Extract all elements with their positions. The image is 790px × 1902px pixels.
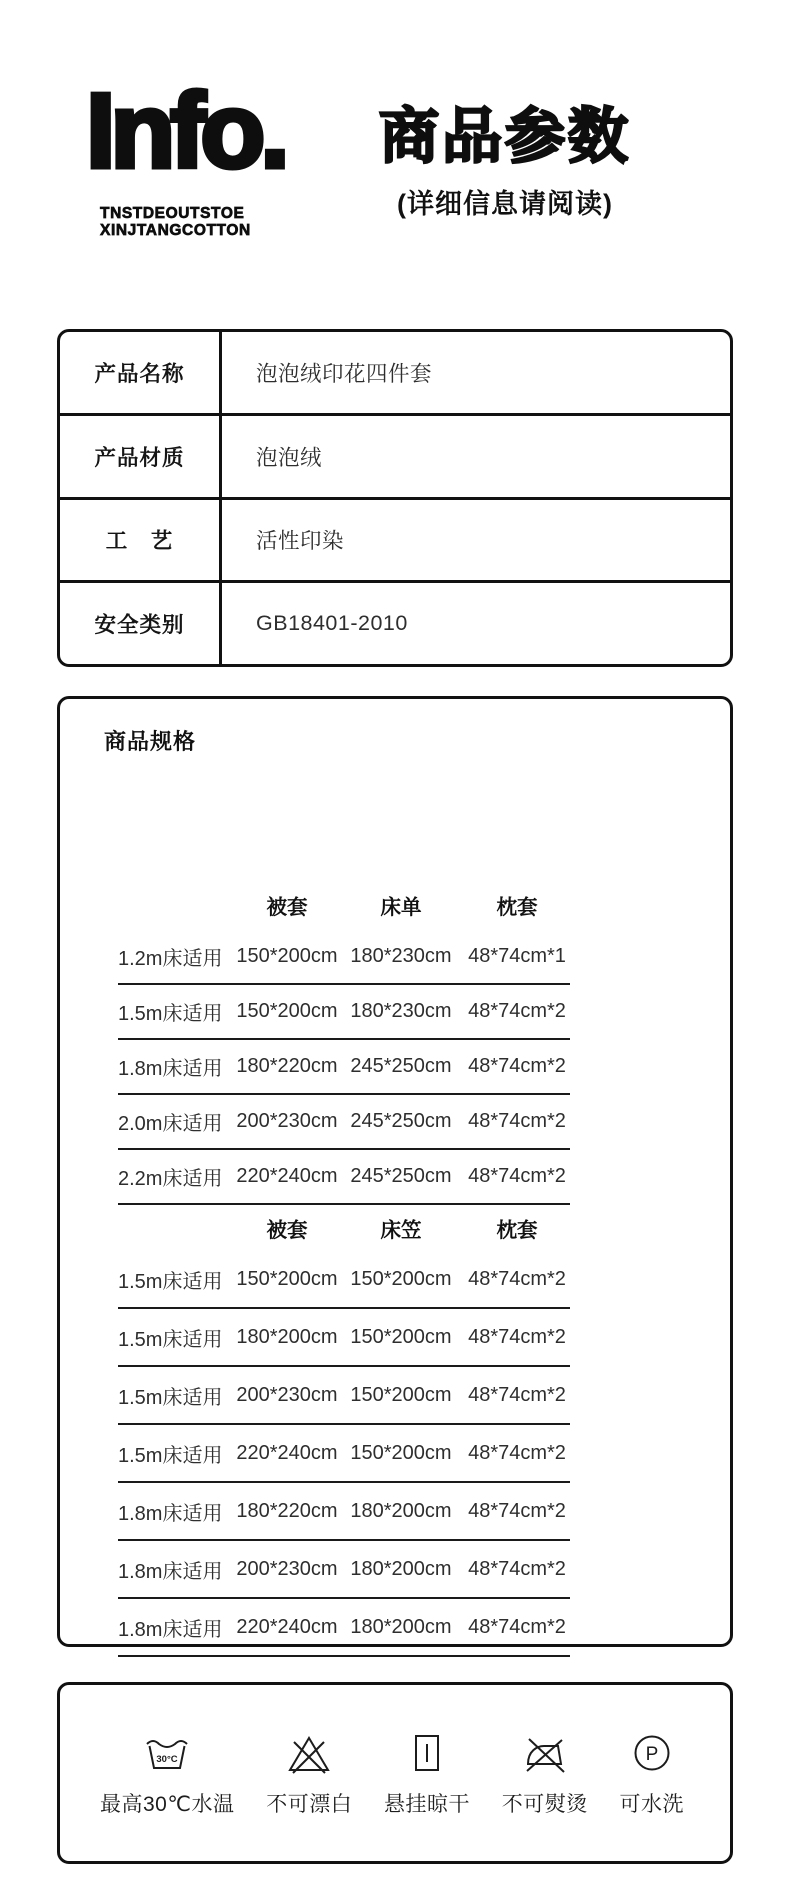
spec-header-cell: 被套 [266,896,308,919]
spec-row-label: 1.8m床适用 [118,1560,223,1583]
spec-cell: 180*230cm [350,1000,452,1022]
info-label: 工 艺 [60,500,222,581]
info-label: 产品材质 [60,416,222,497]
spec-cell: 220*240cm [236,1441,338,1464]
spec-cell: 200*230cm [236,1557,338,1580]
spec-cell: 180*230cm [350,945,452,967]
info-label: 产品名称 [60,332,222,413]
info-label: 安全类别 [60,583,222,664]
care-item [384,1729,470,1818]
table-row [60,580,730,664]
info-value: 泡泡绒 [256,445,323,470]
spec-cell: 150*200cm [236,1000,338,1022]
spec-cell: 48*74cm*1 [468,945,566,967]
spec-cell: 48*74cm*2 [468,1383,566,1406]
spec-cell: 150*200cm [350,1267,452,1290]
info-value: 泡泡绒印花四件套 [256,361,433,386]
spec-header-row [118,1205,570,1251]
care-item [266,1729,352,1818]
info-value: 活性印染 [256,529,345,554]
spec-box [57,696,733,1647]
spec-row-label: 1.8m床适用 [118,1618,223,1641]
care-label: 最高30℃水温 [100,1792,235,1816]
care-label: 不可熨烫 [501,1792,588,1816]
brand-logo-subtext-line2: XINJTANGCOTTON [100,222,251,239]
spec-row-label: 1.5m床适用 [118,1444,223,1467]
brand-logo-subtext-line1: TNSTDEOUTSTOE [100,205,245,222]
care-label: 不可漂白 [266,1792,353,1816]
spec-title: 商品规格 [104,729,197,754]
spec-cell: 245*250cm [350,1110,452,1132]
spec-cell: 150*200cm [350,1325,452,1348]
brand-logo: Info. [86,72,285,190]
spec-row [118,1095,570,1150]
care-label: 可水洗 [619,1792,684,1816]
spec-cell: 48*74cm*2 [468,1441,566,1464]
care-instructions-box [57,1682,733,1864]
care-item [502,1729,588,1818]
spec-cell: 245*250cm [350,1165,452,1187]
spec-row [118,1251,570,1309]
spec-cell: 48*74cm*2 [468,1110,566,1132]
table-row [60,332,730,413]
spec-cell: 48*74cm*2 [468,1499,566,1522]
spec-header-cell: 床笠 [380,1219,422,1242]
spec-row-label: 1.5m床适用 [118,1386,223,1409]
spec-cell: 200*230cm [236,1110,338,1132]
care-label: 悬挂晾干 [383,1792,470,1816]
spec-cell: 48*74cm*2 [468,1267,566,1290]
spec-cell: 150*200cm [236,1267,338,1290]
svg-text:30°C: 30°C [156,1753,178,1765]
spec-cell: 245*250cm [350,1055,452,1077]
spec-cell: 48*74cm*2 [468,1165,566,1187]
spec-cell: 180*200cm [236,1325,338,1348]
no-bleach-icon [285,1729,333,1777]
spec-cell: 180*200cm [350,1557,452,1580]
spec-row-label: 2.2m床适用 [118,1168,223,1190]
page-title: 商品参数 [379,103,631,170]
spec-row [118,1541,570,1599]
spec-cell: 180*200cm [350,1615,452,1638]
spec-cell: 150*200cm [350,1441,452,1464]
spec-row [118,1425,570,1483]
spec-row [118,985,570,1040]
spec-row-label: 1.5m床适用 [118,1328,223,1351]
table-row [60,497,730,581]
brand-logo-subtext [100,205,251,239]
spec-cell: 48*74cm*2 [468,1615,566,1638]
spec-cell: 220*240cm [236,1165,338,1187]
spec-row [118,930,570,985]
spec-row [118,1599,570,1657]
svg-text:P: P [645,1743,659,1765]
spec-cell: 48*74cm*2 [468,1055,566,1077]
spec-row-label: 1.5m床适用 [118,1003,223,1025]
spec-row-label: 1.8m床适用 [118,1058,223,1080]
spec-cell: 180*200cm [350,1499,452,1522]
product-info-table [57,329,733,667]
spec-row [118,1150,570,1205]
spec-row-label: 1.8m床适用 [118,1502,223,1525]
spec-cell: 48*74cm*2 [468,1557,566,1580]
spec-row [118,1367,570,1425]
care-item [100,1729,234,1818]
header-title-block [338,104,672,221]
spec-row-label: 2.0m床适用 [118,1113,223,1135]
spec-cell: 200*230cm [236,1383,338,1406]
spec-cell: 220*240cm [236,1615,338,1638]
spec-row [118,1309,570,1367]
wash-30c-icon [143,1729,191,1777]
washable-icon [628,1729,676,1777]
spec-header-cell: 被套 [266,1219,308,1242]
spec-cell: 150*200cm [236,945,338,967]
hang-dry-icon [403,1729,451,1777]
spec-cell: 48*74cm*2 [468,1000,566,1022]
spec-row-label: 1.2m床适用 [118,948,223,970]
no-iron-icon [521,1729,569,1777]
spec-row-label: 1.5m床适用 [118,1270,223,1293]
page-subtitle: (详细信息请阅读) [397,189,613,219]
spec-header-cell: 枕套 [496,896,538,919]
care-item [619,1729,684,1818]
table-row [60,413,730,497]
spec-header-row [118,880,570,930]
spec-table [118,880,570,1657]
spec-header-cell: 枕套 [496,1219,538,1242]
spec-cell: 150*200cm [350,1383,452,1406]
spec-cell: 48*74cm*2 [468,1325,566,1348]
spec-cell: 180*220cm [236,1055,338,1077]
spec-cell: 180*220cm [236,1499,338,1522]
spec-row [118,1040,570,1095]
info-value: GB18401-2010 [256,611,408,636]
spec-row [118,1483,570,1541]
spec-header-cell: 床单 [380,896,422,919]
